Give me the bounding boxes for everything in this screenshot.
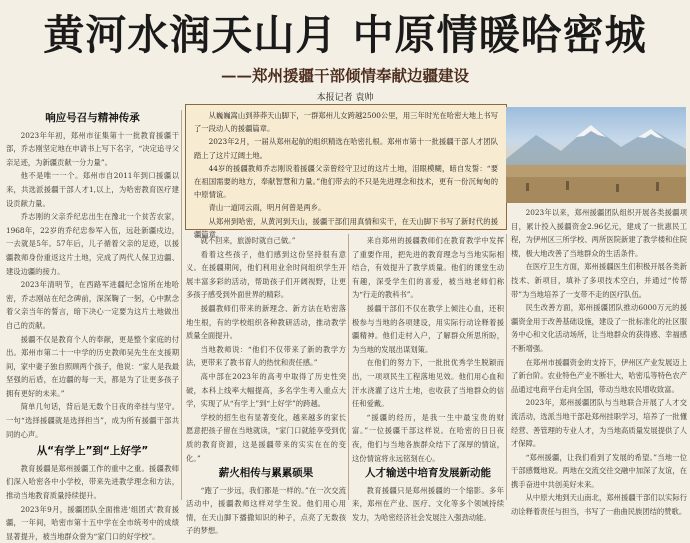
paragraph: 民生改善方面，郑州援疆团队推动6000万元的援疆资金用于改善基础设施，建设了一批标准化的社区服务中心和文化活动场所，让当地群众的获得感、幸福感不断增强。 bbox=[511, 303, 687, 353]
section-heading-1: 响应号召与精神传承 bbox=[45, 112, 140, 124]
byline: 本报记者 袁帅 bbox=[316, 93, 374, 103]
paragraph: 看着这些孩子，他们感到这份坚持很有意义。在援疆期间，他们利用业余时间组织学生开展丰富多彩的活动，帮助孩子们开阔视野，让更多孩子感受到外面世界的精彩。 bbox=[186, 249, 346, 300]
paragraph: 援疆不仅是教育个人的奉献，更是整个家庭的付出。郑州市第二十一中学的历史教师吴先生在支援期间，家中妻子独自照顾两个孩子，他说：“家人是我最坚强的后盾，在边疆的每一天，都是为了让更多孩子拥有更好的未来。” bbox=[6, 334, 179, 398]
paragraph: 在医疗卫生方面，郑州援疆医生们积极开展各类新技术、新项目，填补了多项技术空白，并通过“传帮带”为当地培养了一支带不走的医疗队伍。 bbox=[511, 262, 687, 299]
paragraph: 教育援疆只是郑州援疆的一个缩影。多年来，郑州在产业、医疗、文化等多个领域持续发力，为哈密经济社会发展注入强劲动能。 bbox=[352, 485, 504, 522]
intro-paragraph: 从郑州到哈密，从黄河到天山，援疆干部们用真情和实干，在天山脚下书写了新时代的援疆篇章。 bbox=[194, 216, 498, 239]
paragraph: 2023年以来，郑州援疆团队组织开展各类援疆项目，累计投入援疆资金2.96亿元，建成了一批惠民工程，为伊州区三所学校、两所医院新建了教学楼和住院楼，极大地改善了当地群众的生活条件。 bbox=[511, 208, 687, 258]
intro-box bbox=[185, 104, 507, 239]
paragraph: “援疆的经历，是我一生中最宝贵的财富。”一位援疆干部这样说。在哈密的日日夜夜，他们与当地各族群众结下了深厚的情谊，这份情谊将永远铭刻在心。 bbox=[352, 412, 504, 463]
paragraph: 来自郑州的援疆教师们在教育教学中发挥了重要作用，把先进的教育理念与当地实际相结合，有效提升了教学质量。他们的课堂生动有趣，深受学生们的喜爱，被当地老师们称为“行走的教科书”。 bbox=[352, 236, 504, 300]
column-3 bbox=[352, 234, 504, 522]
section-heading-4: 人才输送中培育发展新动能 bbox=[365, 467, 491, 480]
paragraph: 援疆教师们带来的新理念、新方法在哈密落地生根，有的学校组织各种教研活动，推动教学质量全面提升。 bbox=[186, 303, 346, 341]
paragraph: 学校的招生也有显著变化，越来越多的家长愿意把孩子留在当地就读，“家门口就能享受到优质的教育资源，这是援疆带来的实实在在的变化。” bbox=[186, 412, 346, 463]
intro-paragraph: 从巍巍嵩山到莽莽天山脚下，一群郑州儿女跨越2500公里，用三年时光在哈密大地上书写了一段动人的援疆篇章。 bbox=[194, 111, 498, 134]
paragraph: 从中原大地到天山南北，郑州援疆干部们以实际行动诠释着责任与担当，书写了一曲曲民族团结的赞歌。 bbox=[511, 493, 687, 517]
paragraph: “郑州援疆，让我们看到了发展的希望。”当地一位干部感慨地说。两地在交流交往交融中加深了友谊，在携手奋进中共创美好未来。 bbox=[511, 452, 687, 489]
paragraph: 就不回来，旅游时就自己做。” bbox=[200, 236, 296, 245]
paragraph: 当地教师说：“他们不仅带来了新的教学方法，更带来了教书育人的热忱和责任感。” bbox=[186, 344, 346, 368]
column-2 bbox=[186, 234, 346, 536]
column-4 bbox=[511, 206, 687, 517]
paragraph: 2023年，郑州援疆团队与当地联合开展了人才交流活动，选派当地干部赴郑州挂职学习，培养了一批懂经营、善管理的专业人才，为当地高质量发展提供了人才保障。 bbox=[511, 398, 687, 449]
paragraph: 乔志刚的父亲乔纪忠出生在豫北一个贫苦农家，1968年，22岁的乔纪忠参军入伍，远赴新疆戍边，一去就是5年。57年后，儿子循着父亲的足迹，以援疆教师身份重返这片土地，完成了两代人保卫边疆、建设边疆的接力。 bbox=[6, 212, 179, 276]
mountain-photo-art bbox=[506, 107, 686, 203]
column-divider bbox=[506, 234, 507, 500]
column-divider bbox=[348, 234, 349, 500]
paragraph: 援疆干部们不仅在教学上倾注心血，还积极参与当地的各项建设，用实际行动诠释着援疆精神。他们走村入户，了解群众所思所盼，为当地的发展出谋划策。 bbox=[352, 303, 504, 354]
intro-paragraph: 青山一道同云雨，明月何曾是两乡。 bbox=[208, 203, 326, 213]
paragraph: 高中部在2023年的高考中取得了历史性突破，本科上线率大幅提高，多名学生考入重点大学，实现了从“有学上”到“上好学”的跨越。 bbox=[186, 371, 346, 409]
subheadline: ——郑州援疆干部倾情奉献边疆建设 bbox=[220, 66, 469, 85]
column-1 bbox=[6, 110, 179, 541]
paragraph: 他不是唯一一个。郑州市自2011年到口援疆以来，共选派援疆干部人才1,以上，为哈密教育医疗建设贡献力量。 bbox=[6, 171, 179, 208]
paragraph: 教育援疆是郑州援疆工作的重中之重。援疆教师们深入哈密各中小学校，带来先进教学理念和方法，推动当地教育质量持续提升。 bbox=[6, 463, 179, 501]
paragraph: 2023年9月，援疆团队全面推进‘组团式’教育援疆，一年间，哈密市第十五中学在全市统考中的成绩显著提升，被当地群众誉为“家门口的好学校”。 bbox=[6, 504, 179, 541]
section-heading-2: 从“有学上”到“上好学” bbox=[36, 445, 149, 458]
intro-paragraph: 44岁的援疆教师乔志刚说着援疆父亲曾经守卫过的这片土地，泪眼模糊，暗自发誓：“要在祖国需要的地方，奉献智慧和力量。”他们带去的不只是先进理念和技术，更有一份沉甸甸的中原情谊。 bbox=[194, 163, 498, 200]
paragraph: 2023年年初，郑州市征集第十一批教育援疆干部，乔志刚坚定地在申请书上写下名字，“决定追寻父亲足迹，为新疆贡献一分力量”。 bbox=[6, 130, 179, 167]
paragraph: 在他们的努力下，一批批优秀学生脱颖而出，一项项民生工程落地见效。他们用心血和汗水浇灌了这片土地，也收获了当地群众的信任和爱戴。 bbox=[352, 358, 504, 409]
intro-paragraph: 2023年2月，一届从郑州起航的组织精选在哈密扎根。郑州市第十一批援疆干部人才团队踏上了这片辽阔土地。 bbox=[194, 137, 498, 160]
paragraph: 在郑州市援疆资金的支持下，伊州区产业发展迈上了新台阶。农业特色产业不断壮大，哈密瓜等特色农产品通过电商平台走向全国，带动当地农民增收致富。 bbox=[511, 357, 687, 394]
paragraph: “跑了一步远，我们都是一样的。”在一次交流活动中，援疆教师这样对学生说。他们用心用情，在天山脚下播撒知识的种子，点亮了无数孩子的梦想。 bbox=[186, 485, 346, 536]
column-divider bbox=[181, 110, 182, 500]
headline: 黄河水润天山月 中原情暖哈密城 bbox=[43, 11, 647, 59]
section-heading-3: 薪火相传与累累硕果 bbox=[218, 467, 314, 480]
mountain-photo bbox=[506, 107, 686, 203]
paragraph: 简单几句话，背后是无数个日夜的牵挂与坚守。一句“选择援疆就是选择担当”，成为所有援疆干部共同的心声。 bbox=[6, 402, 179, 439]
paragraph: 2023年清明节，在西路军进疆纪念馆所在地哈密，乔志刚站在纪念碑前，深深鞠了一躬，心中默念着父亲当年的誓言，暗下决心一定要为这片土地做出自己的贡献。 bbox=[6, 280, 179, 330]
